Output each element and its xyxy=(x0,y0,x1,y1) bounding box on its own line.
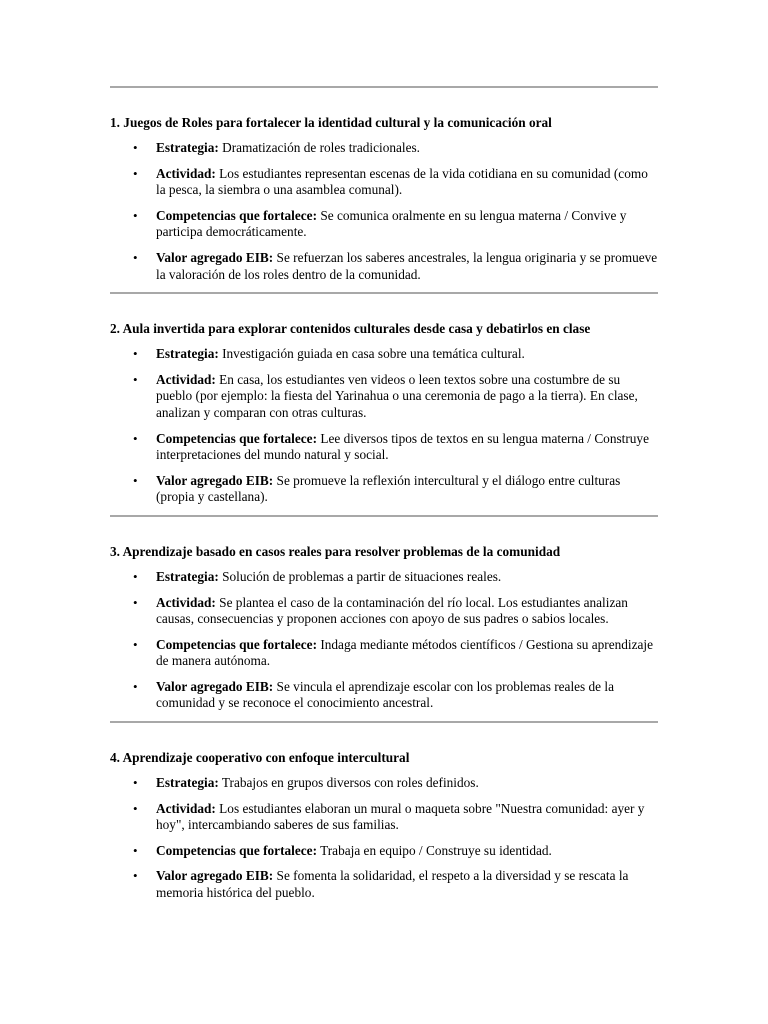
list-item xyxy=(110,775,658,792)
item-label: Valor agregado EIB: xyxy=(156,868,274,884)
item-label: Actividad: xyxy=(156,371,216,387)
section-2 xyxy=(110,294,658,515)
item-text: Los estudiantes representan escenas de la vida cotidiana en su comunidad (como la pesca, la siembra o una asamblea comunal). xyxy=(156,165,648,198)
bullet-list xyxy=(110,140,658,283)
item-text: Indaga mediante métodos científicos / Gestiona su aprendizaje de manera autónoma. xyxy=(156,636,653,669)
list-item xyxy=(110,595,658,628)
item-text: Se promueve la reflexión intercultural y el diálogo entre culturas (propia y castellana). xyxy=(156,472,621,505)
list-item xyxy=(110,843,658,860)
list-item xyxy=(110,166,658,199)
item-text: Dramatización de roles tradicionales. xyxy=(218,140,420,155)
bullet-icon: • xyxy=(133,568,138,584)
bullet-list xyxy=(110,346,658,506)
item-text: Se comunica oralmente en su lengua materna / Convive y participa democráticamente. xyxy=(156,207,627,240)
list-item xyxy=(110,208,658,241)
bullet-icon: • xyxy=(133,842,138,858)
item-label: Estrategia: xyxy=(156,775,219,791)
bullet-icon: • xyxy=(133,775,138,791)
bullet-list xyxy=(110,775,658,902)
item-text: Se plantea el caso de la contaminación del río local. Los estudiantes analizan causas, consecuencias y proponen acciones con apoyo de sus padres o sabios locales. xyxy=(156,594,628,627)
section-1 xyxy=(110,88,658,292)
list-item xyxy=(110,637,658,670)
list-item xyxy=(110,372,658,422)
item-text: Trabaja en equipo / Construye su identidad. xyxy=(317,842,552,858)
item-label: Valor agregado EIB: xyxy=(156,472,274,488)
section-3 xyxy=(110,517,658,721)
item-label: Competencias que fortalece: xyxy=(156,636,317,652)
section-title: 2. Aula invertida para explorar contenidos culturales desde casa y debatirlos en clase xyxy=(110,321,591,337)
item-text: Los estudiantes elaboran un mural o maqueta sobre "Nuestra comunidad: ayer y hoy", intercambiando saberes de sus familias. xyxy=(156,800,645,833)
item-label: Valor agregado EIB: xyxy=(156,249,274,265)
bullet-icon: • xyxy=(133,165,138,181)
bullet-icon: • xyxy=(133,594,138,610)
item-label: Estrategia: xyxy=(156,140,219,155)
list-item xyxy=(110,140,658,157)
item-label: Estrategia: xyxy=(156,568,219,584)
item-label: Actividad: xyxy=(156,800,216,816)
bullet-icon: • xyxy=(133,207,138,223)
item-label: Competencias que fortalece: xyxy=(156,207,317,223)
bullet-icon: • xyxy=(133,800,138,816)
bullet-list xyxy=(110,569,658,712)
list-item xyxy=(110,346,658,363)
item-text: Solución de problemas a partir de situaciones reales. xyxy=(218,568,502,584)
item-label: Actividad: xyxy=(156,594,216,610)
list-item xyxy=(110,473,658,506)
item-text: Trabajos en grupos diversos con roles definidos. xyxy=(218,775,479,791)
list-item xyxy=(110,679,658,712)
section-title: 3. Aprendizaje basado en casos reales para resolver problemas de la comunidad xyxy=(110,543,561,559)
item-text: Lee diversos tipos de textos en su lengua materna / Construye interpretaciones del mundo natural y social. xyxy=(156,430,649,463)
item-text: Se fomenta la solidaridad, el respeto a la diversidad y se rescata la memoria histórica del pueblo. xyxy=(156,868,629,901)
item-text: Se refuerzan los saberes ancestrales, la lengua originaria y se promueve la valoración de los roles dentro de la comunidad. xyxy=(156,249,658,282)
bullet-icon: • xyxy=(133,140,138,155)
item-text: Investigación guiada en casa sobre una temática cultural. xyxy=(218,346,525,362)
item-label: Valor agregado EIB: xyxy=(156,678,274,694)
bullet-icon: • xyxy=(133,346,138,362)
item-label: Estrategia: xyxy=(156,346,219,362)
list-item xyxy=(110,868,658,901)
section-title: 4. Aprendizaje cooperativo con enfoque intercultural xyxy=(110,750,410,766)
item-label: Competencias que fortalece: xyxy=(156,430,317,446)
bullet-icon: • xyxy=(133,430,138,446)
list-item xyxy=(110,801,658,834)
list-item xyxy=(110,431,658,464)
list-item xyxy=(110,250,658,283)
document-page xyxy=(110,86,658,903)
bullet-icon: • xyxy=(133,371,138,387)
list-item xyxy=(110,569,658,586)
item-label: Competencias que fortalece: xyxy=(156,842,317,858)
section-title: 1. Juegos de Roles para fortalecer la identidad cultural y la comunicación oral xyxy=(110,115,552,130)
bullet-icon: • xyxy=(133,472,138,488)
bullet-icon: • xyxy=(133,868,138,884)
item-text: Se vincula el aprendizaje escolar con los problemas reales de la comunidad y se reconoce el conocimiento ancestral. xyxy=(156,678,615,711)
bullet-icon: • xyxy=(133,678,138,694)
bullet-icon: • xyxy=(133,636,138,652)
item-text: En casa, los estudiantes ven videos o leen textos sobre una costumbre de su pueblo (por ejemplo: la fiesta del Yarinahua o una ceremonia de pago a la tierra). En clase, analizan y comparan con otras culturas. xyxy=(156,371,638,420)
item-label: Actividad: xyxy=(156,165,216,181)
bullet-icon: • xyxy=(133,249,138,265)
section-4 xyxy=(110,723,658,903)
